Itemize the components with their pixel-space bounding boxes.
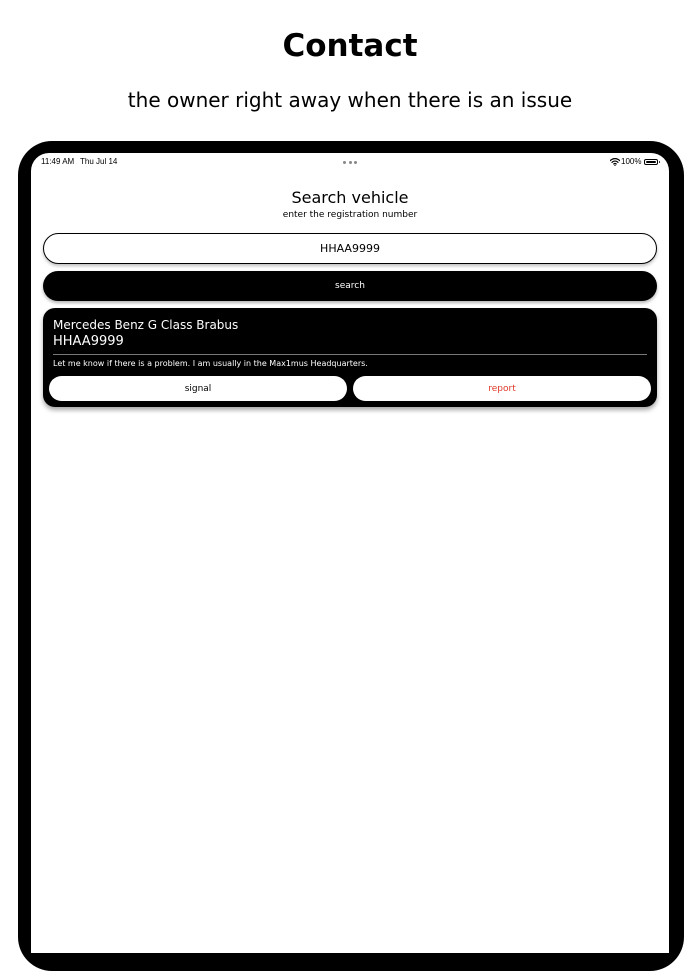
vehicle-plate: HHAA9999: [53, 334, 124, 349]
search-title: Search vehicle: [291, 188, 409, 207]
owner-message: Let me know if there is a problem. I am usually in the Max1mus Headquarters.: [53, 359, 368, 368]
battery-percentage: 100%: [621, 157, 642, 166]
status-date: Thu Jul 14: [80, 157, 118, 166]
promo-title: Contact: [282, 28, 418, 64]
registration-input[interactable]: [43, 233, 657, 264]
vehicle-name: Mercedes Benz G Class Brabus: [53, 318, 239, 332]
device-screen: [31, 153, 669, 953]
battery-icon: [644, 159, 658, 165]
promo-subtitle: the owner right away when there is an issue: [127, 88, 573, 112]
search-subtitle: enter the registration number: [282, 210, 418, 220]
search-button[interactable]: search: [43, 271, 657, 301]
card-divider: [53, 354, 647, 355]
vehicle-result-card: [43, 308, 657, 407]
signal-button[interactable]: signal: [49, 376, 347, 401]
status-bar: [31, 156, 669, 168]
multitask-dots-icon[interactable]: [343, 161, 357, 164]
wifi-icon: [610, 158, 620, 166]
report-button[interactable]: report: [353, 376, 651, 401]
status-time: 11:49 AM: [41, 157, 75, 166]
